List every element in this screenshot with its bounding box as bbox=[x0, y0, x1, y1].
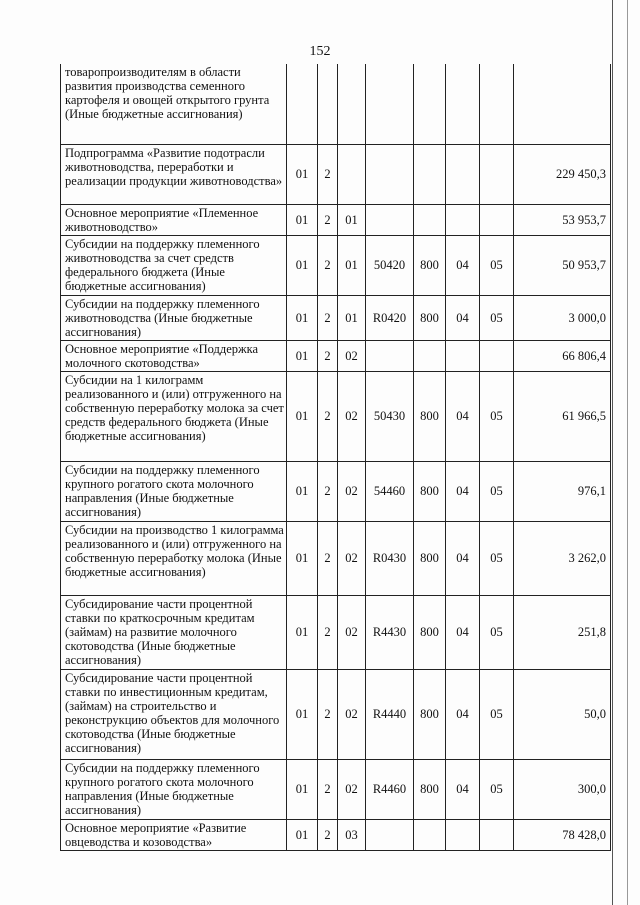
expense-type-cell bbox=[414, 144, 446, 204]
name-cell: Основное мероприятие «Поддержка молочного скотоводства» bbox=[61, 340, 287, 371]
subprogram-code-cell bbox=[318, 64, 338, 144]
scan-edge-line bbox=[612, 0, 613, 905]
amount-cell: 78 428,0 bbox=[514, 819, 611, 850]
event-code-cell: 02 bbox=[338, 371, 366, 461]
name-cell: Подпрограмма «Развитие подотрасли животноводства, переработки и реализации продукции животноводства» bbox=[61, 144, 287, 204]
subprogram-code-cell: 2 bbox=[318, 340, 338, 371]
section-cell: 04 bbox=[446, 521, 480, 595]
table-row bbox=[61, 144, 611, 204]
event-code-cell: 02 bbox=[338, 521, 366, 595]
table-row bbox=[61, 669, 611, 759]
program-code-cell: 01 bbox=[287, 340, 318, 371]
expense-type-cell: 800 bbox=[414, 669, 446, 759]
section-cell bbox=[446, 64, 480, 144]
subsection-cell bbox=[480, 204, 514, 235]
subsection-cell: 05 bbox=[480, 669, 514, 759]
table-row bbox=[61, 595, 611, 669]
event-code-cell: 03 bbox=[338, 819, 366, 850]
subprogram-code-cell: 2 bbox=[318, 819, 338, 850]
subprogram-code-cell: 2 bbox=[318, 204, 338, 235]
expense-type-cell bbox=[414, 340, 446, 371]
subprogram-code-cell: 2 bbox=[318, 595, 338, 669]
subprogram-code-cell: 2 bbox=[318, 759, 338, 819]
event-code-cell bbox=[338, 144, 366, 204]
event-code-cell: 01 bbox=[338, 295, 366, 340]
table-row bbox=[61, 235, 611, 295]
direction-code-cell: 50420 bbox=[366, 235, 414, 295]
program-code-cell: 01 bbox=[287, 521, 318, 595]
amount-cell: 3 262,0 bbox=[514, 521, 611, 595]
event-code-cell bbox=[338, 64, 366, 144]
table-row bbox=[61, 819, 611, 850]
name-cell: Основное мероприятие «Племенное животноводство» bbox=[61, 204, 287, 235]
subprogram-code-cell: 2 bbox=[318, 371, 338, 461]
program-code-cell: 01 bbox=[287, 295, 318, 340]
section-cell bbox=[446, 144, 480, 204]
amount-cell: 229 450,3 bbox=[514, 144, 611, 204]
amount-cell: 976,1 bbox=[514, 461, 611, 521]
expense-type-cell: 800 bbox=[414, 295, 446, 340]
event-code-cell: 02 bbox=[338, 461, 366, 521]
subprogram-code-cell: 2 bbox=[318, 461, 338, 521]
program-code-cell bbox=[287, 64, 318, 144]
budget-table bbox=[60, 64, 611, 851]
name-cell: Субсидии на 1 килограмм реализованного и (или) отгруженного на собственную переработку молока за счет средств федерального бюджета (Иные бюджетные ассигнования) bbox=[61, 371, 287, 461]
amount-cell: 50,0 bbox=[514, 669, 611, 759]
amount-cell: 251,8 bbox=[514, 595, 611, 669]
subsection-cell bbox=[480, 340, 514, 371]
program-code-cell: 01 bbox=[287, 819, 318, 850]
table-row bbox=[61, 521, 611, 595]
section-cell bbox=[446, 819, 480, 850]
subprogram-code-cell: 2 bbox=[318, 144, 338, 204]
name-cell: Субсидии на поддержку племенного крупного рогатого скота молочного направления (Иные бюджетные ассигнования) bbox=[61, 461, 287, 521]
expense-type-cell: 800 bbox=[414, 595, 446, 669]
direction-code-cell: 54460 bbox=[366, 461, 414, 521]
section-cell: 04 bbox=[446, 235, 480, 295]
expense-type-cell: 800 bbox=[414, 235, 446, 295]
event-code-cell: 02 bbox=[338, 340, 366, 371]
subprogram-code-cell: 2 bbox=[318, 235, 338, 295]
table-row bbox=[61, 295, 611, 340]
program-code-cell: 01 bbox=[287, 204, 318, 235]
name-cell: товаропроизводителям в области развития производства семенного картофеля и овощей открытого грунта (Иные бюджетные ассигнования) bbox=[61, 64, 287, 144]
direction-code-cell: R4460 bbox=[366, 759, 414, 819]
subsection-cell: 05 bbox=[480, 371, 514, 461]
direction-code-cell: R4440 bbox=[366, 669, 414, 759]
table-row bbox=[61, 64, 611, 144]
amount-cell bbox=[514, 64, 611, 144]
name-cell: Субсидирование части процентной ставки по краткосрочным кредитам (займам) на развитие молочного скотоводства (Иные бюджетные ассигнования) bbox=[61, 595, 287, 669]
section-cell: 04 bbox=[446, 295, 480, 340]
subsection-cell bbox=[480, 144, 514, 204]
direction-code-cell bbox=[366, 144, 414, 204]
direction-code-cell: 50430 bbox=[366, 371, 414, 461]
direction-code-cell: R4430 bbox=[366, 595, 414, 669]
section-cell bbox=[446, 340, 480, 371]
subsection-cell: 05 bbox=[480, 461, 514, 521]
expense-type-cell: 800 bbox=[414, 461, 446, 521]
name-cell: Субсидии на производство 1 килограмма реализованного и (или) отгруженного на собственную переработку молока (Иные бюджетные ассигнования) bbox=[61, 521, 287, 595]
amount-cell: 61 966,5 bbox=[514, 371, 611, 461]
program-code-cell: 01 bbox=[287, 759, 318, 819]
direction-code-cell bbox=[366, 819, 414, 850]
scan-edge-line-short bbox=[627, 0, 628, 905]
subsection-cell bbox=[480, 64, 514, 144]
subsection-cell bbox=[480, 819, 514, 850]
section-cell: 04 bbox=[446, 595, 480, 669]
subsection-cell: 05 bbox=[480, 521, 514, 595]
direction-code-cell bbox=[366, 340, 414, 371]
expense-type-cell bbox=[414, 204, 446, 235]
name-cell: Субсидии на поддержку племенного крупного рогатого скота молочного направления (Иные бюджетные ассигнования) bbox=[61, 759, 287, 819]
event-code-cell: 01 bbox=[338, 235, 366, 295]
table-row bbox=[61, 759, 611, 819]
program-code-cell: 01 bbox=[287, 144, 318, 204]
direction-code-cell: R0430 bbox=[366, 521, 414, 595]
expense-type-cell: 800 bbox=[414, 371, 446, 461]
program-code-cell: 01 bbox=[287, 461, 318, 521]
table-row bbox=[61, 371, 611, 461]
program-code-cell: 01 bbox=[287, 595, 318, 669]
event-code-cell: 02 bbox=[338, 669, 366, 759]
subsection-cell: 05 bbox=[480, 235, 514, 295]
expense-type-cell bbox=[414, 64, 446, 144]
subsection-cell: 05 bbox=[480, 295, 514, 340]
amount-cell: 50 953,7 bbox=[514, 235, 611, 295]
amount-cell: 3 000,0 bbox=[514, 295, 611, 340]
amount-cell: 66 806,4 bbox=[514, 340, 611, 371]
subprogram-code-cell: 2 bbox=[318, 669, 338, 759]
table-row bbox=[61, 461, 611, 521]
expense-type-cell bbox=[414, 819, 446, 850]
subsection-cell: 05 bbox=[480, 595, 514, 669]
amount-cell: 53 953,7 bbox=[514, 204, 611, 235]
section-cell: 04 bbox=[446, 669, 480, 759]
event-code-cell: 01 bbox=[338, 204, 366, 235]
expense-type-cell: 800 bbox=[414, 521, 446, 595]
direction-code-cell: R0420 bbox=[366, 295, 414, 340]
name-cell: Субсидирование части процентной ставки по инвестиционным кредитам, (займам) на строительство и реконструкцию объектов для молочного скотоводства (Иные бюджетные ассигнования) bbox=[61, 669, 287, 759]
section-cell: 04 bbox=[446, 461, 480, 521]
subprogram-code-cell: 2 bbox=[318, 521, 338, 595]
program-code-cell: 01 bbox=[287, 669, 318, 759]
program-code-cell: 01 bbox=[287, 371, 318, 461]
page-number: 152 bbox=[309, 44, 331, 59]
direction-code-cell bbox=[366, 64, 414, 144]
subsection-cell: 05 bbox=[480, 759, 514, 819]
name-cell: Субсидии на поддержку племенного животноводства за счет средств федерального бюджета (Иные бюджетные ассигнования) bbox=[61, 235, 287, 295]
direction-code-cell bbox=[366, 204, 414, 235]
table-row bbox=[61, 340, 611, 371]
section-cell bbox=[446, 204, 480, 235]
event-code-cell: 02 bbox=[338, 595, 366, 669]
name-cell: Основное мероприятие «Развитие овцеводства и козоводства» bbox=[61, 819, 287, 850]
program-code-cell: 01 bbox=[287, 235, 318, 295]
section-cell: 04 bbox=[446, 759, 480, 819]
expense-type-cell: 800 bbox=[414, 759, 446, 819]
section-cell: 04 bbox=[446, 371, 480, 461]
table-row bbox=[61, 204, 611, 235]
name-cell: Субсидии на поддержку племенного животноводства (Иные бюджетные ассигнования) bbox=[61, 295, 287, 340]
event-code-cell: 02 bbox=[338, 759, 366, 819]
subprogram-code-cell: 2 bbox=[318, 295, 338, 340]
amount-cell: 300,0 bbox=[514, 759, 611, 819]
